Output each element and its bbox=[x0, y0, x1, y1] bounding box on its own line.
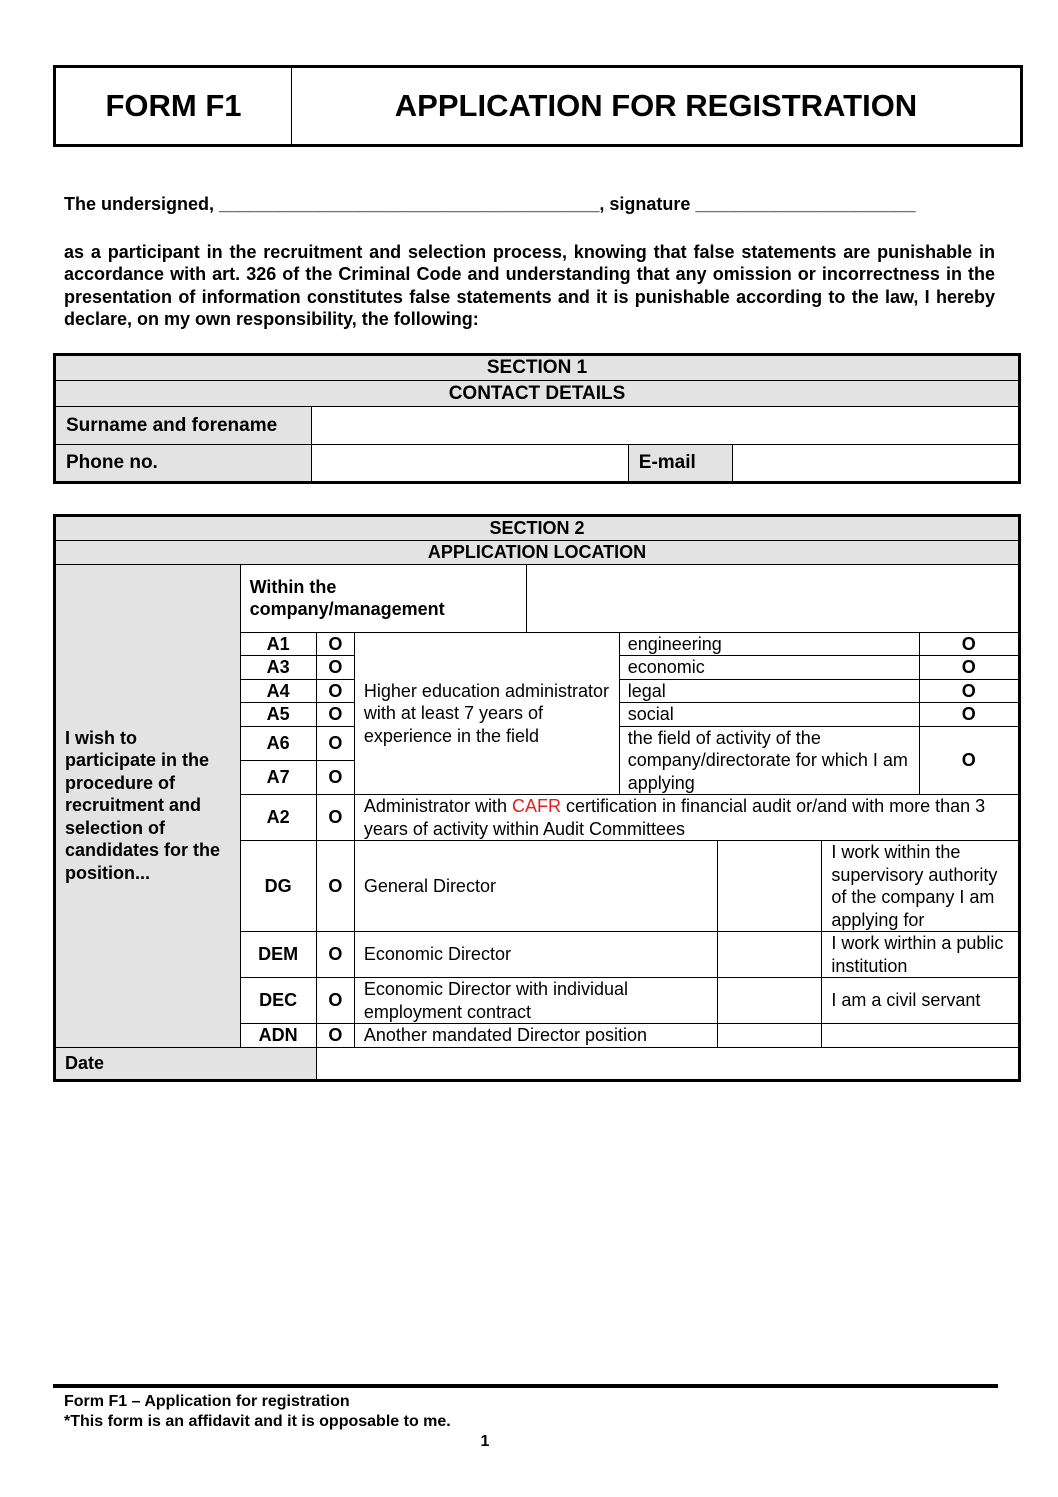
option-a2[interactable]: O bbox=[316, 795, 354, 841]
section-2-title: APPLICATION LOCATION bbox=[55, 540, 1020, 564]
code-a4: A4 bbox=[240, 679, 316, 703]
dec-description: Economic Director with individual employment contract bbox=[354, 978, 717, 1024]
footer bbox=[64, 1392, 964, 1432]
footer-form-name: Form F1 – Application for registration bbox=[64, 1393, 350, 1410]
field-engineering: engineering bbox=[619, 632, 919, 656]
option-a7[interactable]: O bbox=[316, 760, 354, 794]
dg-note-checkbox[interactable] bbox=[718, 841, 822, 932]
cafr-highlight: CAFR bbox=[511, 796, 561, 816]
field-social: social bbox=[619, 703, 919, 727]
declaration-text: as a participant in the recruitment and selection process, knowing that false statements are punishable in accordance with art. 326 of the Criminal Code and understanding that any omission or incorrectness in the presentation of information constitutes false statements and it is punishable according to the law, I hereby declare, on my own responsibility, the following: bbox=[64, 242, 995, 329]
section-1-table bbox=[53, 353, 1021, 484]
phone-label: Phone no. bbox=[55, 445, 312, 483]
within-company-label: Within the company/management bbox=[240, 564, 527, 632]
within-company-field[interactable] bbox=[527, 564, 1020, 632]
surname-label: Surname and forename bbox=[55, 407, 312, 445]
option-legal[interactable]: O bbox=[919, 679, 1019, 703]
a2-description-prefix: Administrator with bbox=[363, 796, 512, 816]
dec-note-checkbox[interactable] bbox=[718, 978, 822, 1024]
code-a6: A6 bbox=[240, 726, 316, 760]
code-adn: ADN bbox=[240, 1024, 316, 1048]
surname-field[interactable] bbox=[311, 407, 1019, 445]
option-social[interactable]: O bbox=[919, 703, 1019, 727]
code-a2: A2 bbox=[240, 795, 316, 841]
option-adn[interactable]: O bbox=[316, 1024, 354, 1048]
dg-note: I work within the supervisory authority of the company I am applying for bbox=[822, 841, 1020, 932]
option-a1[interactable]: O bbox=[316, 632, 354, 656]
a2-description bbox=[354, 795, 1019, 841]
a2-description-suffix: certification in financial audit or/and with more than 3 years of activity within Audit Committees bbox=[363, 796, 986, 839]
adn-note bbox=[822, 1024, 1020, 1048]
section-1-title: CONTACT DETAILS bbox=[55, 381, 1020, 407]
option-engineering[interactable]: O bbox=[919, 632, 1019, 656]
email-field[interactable] bbox=[733, 445, 1020, 483]
position-intro-label: I wish to participate in the procedure of recruitment and selection of candidates for the position... bbox=[55, 564, 241, 1047]
phone-field[interactable] bbox=[311, 445, 628, 483]
option-a3[interactable]: O bbox=[316, 656, 354, 680]
footer-affidavit-note: *This form is an affidavit and it is opposable to me. bbox=[64, 1413, 451, 1430]
code-a7: A7 bbox=[240, 760, 316, 794]
page-number: 1 bbox=[480, 1433, 490, 1450]
dec-note: I am a civil servant bbox=[822, 978, 1020, 1024]
email-label: E-mail bbox=[628, 445, 732, 483]
dem-note: I work wirthin a public institution bbox=[822, 932, 1020, 978]
field-economic: economic bbox=[619, 656, 919, 680]
section-2-table bbox=[53, 514, 1021, 1082]
admin-description: Higher education administrator with at least 7 years of experience in the field bbox=[354, 632, 619, 795]
adn-description: Another mandated Director position bbox=[354, 1024, 717, 1048]
option-a6[interactable]: O bbox=[316, 726, 354, 760]
code-a5: A5 bbox=[240, 703, 316, 727]
code-dem: DEM bbox=[240, 932, 316, 978]
code-a1: A1 bbox=[240, 632, 316, 656]
option-a4[interactable]: O bbox=[316, 679, 354, 703]
date-label: Date bbox=[55, 1047, 317, 1080]
form-header bbox=[53, 65, 1023, 147]
option-economic[interactable]: O bbox=[919, 656, 1019, 680]
adn-note-checkbox[interactable] bbox=[718, 1024, 822, 1048]
form-title: APPLICATION FOR REGISTRATION bbox=[394, 88, 918, 123]
field-company-activity: the field of activity of the company/directorate for which I am applying bbox=[619, 726, 919, 795]
footer-divider bbox=[53, 1384, 998, 1388]
dem-description: Economic Director bbox=[354, 932, 717, 978]
option-dem[interactable]: O bbox=[316, 932, 354, 978]
option-dg[interactable]: O bbox=[316, 841, 354, 932]
form-code: FORM F1 bbox=[56, 68, 292, 144]
section-2-number: SECTION 2 bbox=[55, 516, 1020, 541]
field-legal: legal bbox=[619, 679, 919, 703]
date-field[interactable] bbox=[316, 1047, 1019, 1080]
option-company-activity[interactable]: O bbox=[919, 726, 1019, 795]
dg-description: General Director bbox=[354, 841, 717, 932]
section-1-number: SECTION 1 bbox=[55, 355, 1020, 381]
code-a3: A3 bbox=[240, 656, 316, 680]
undersigned-line[interactable]: The undersigned, ______________________________________, signature ______________________ bbox=[64, 194, 916, 214]
code-dec: DEC bbox=[240, 978, 316, 1024]
option-dec[interactable]: O bbox=[316, 978, 354, 1024]
dem-note-checkbox[interactable] bbox=[718, 932, 822, 978]
code-dg: DG bbox=[240, 841, 316, 932]
option-a5[interactable]: O bbox=[316, 703, 354, 727]
